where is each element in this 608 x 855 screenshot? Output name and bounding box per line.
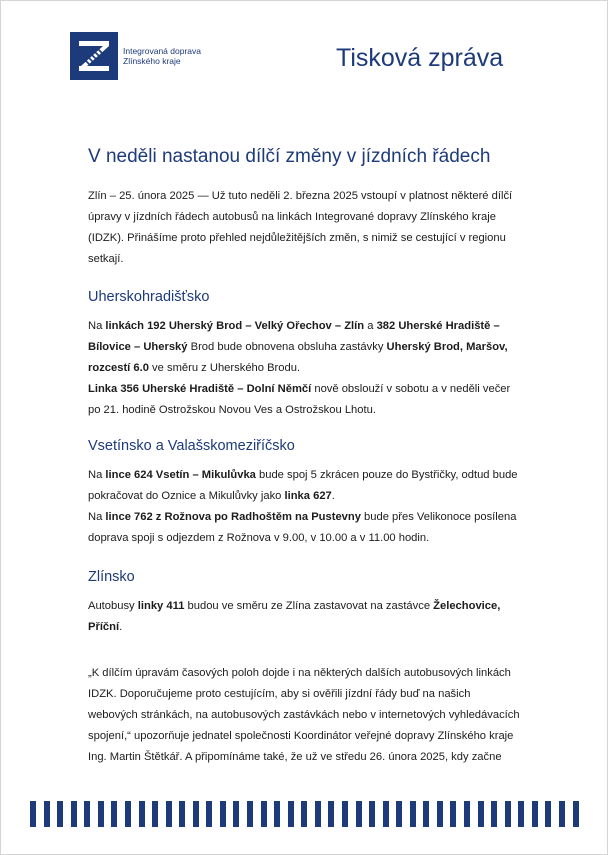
footer-stripe: [139, 801, 145, 827]
footer-stripe: [478, 801, 484, 827]
quote-line: spojení,“ upozorňuje jednatel společnosti Koordinátor veřejné dopravy Zlínského kraje: [88, 730, 514, 742]
intro-line: setkají.: [88, 253, 124, 265]
paragraph-line: Na linkách 192 Uherský Brod – Velký Ořechov – Zlín a 382 Uherské Hradiště –: [88, 320, 500, 332]
quote-line: IDZK. Doporučujeme proto cestujícím, aby si ověřili jízdní řády buď na našich: [88, 688, 471, 700]
page-title: V neděli nastanou dílčí změny v jízdních řádech: [88, 146, 491, 167]
footer-stripe: [166, 801, 172, 827]
section-heading-uherskohradistsko: Uherskohradišťsko: [88, 289, 210, 305]
footer-stripe: [206, 801, 212, 827]
section-heading-vsetinsko: Vsetínsko a Valašskomeziříčsko: [88, 438, 295, 454]
paragraph-line: Na lince 624 Vsetín – Mikulůvka bude spoj 5 zkrácen pouze do Bystřičky, odtud bude: [88, 469, 518, 481]
paragraph-line: Na lince 762 z Rožnova po Radhoštěm na Pustevny bude přes Velikonoce posílena: [88, 511, 517, 523]
footer-stripe: [220, 801, 226, 827]
footer-stripe: [111, 801, 117, 827]
idzk-logo: [70, 32, 201, 80]
footer-stripe: [518, 801, 524, 827]
footer-stripe: [450, 801, 456, 827]
footer-stripe: [179, 801, 185, 827]
footer-stripe: [247, 801, 253, 827]
logo-line-2: Zlínského kraje: [123, 56, 181, 66]
paragraph-line: Bílovice – Uherský Brod bude obnovena obsluha zastávky Uherský Brod, Maršov,: [88, 341, 508, 353]
paragraph-line: Linka 356 Uherské Hradiště – Dolní Němčí nově obslouží v sobotu a v neděli večer: [88, 383, 511, 395]
section-1-paragraph: [88, 316, 528, 421]
footer-stripe: [274, 801, 280, 827]
idzk-logo-mark: [70, 32, 118, 80]
footer-stripe: [301, 801, 307, 827]
footer-stripe: [98, 801, 104, 827]
paragraph-line: rozcestí 6.0 ve směru z Uherského Brodu.: [88, 362, 301, 374]
section-heading-zlinsko: Zlínsko: [88, 569, 135, 585]
document-type-heading: Tisková zpráva: [336, 44, 504, 72]
footer-stripe: [288, 801, 294, 827]
footer-stripe: [559, 801, 565, 827]
footer-stripe: [342, 801, 348, 827]
intro-line: Zlín – 25. února 2025 — Už tuto neděli 2. března 2025 vstoupí v platnost některé dílčí: [88, 190, 513, 202]
footer-stripe: [261, 801, 267, 827]
footer-stripe: [423, 801, 429, 827]
quote-line: webových stránkách, na autobusových zastávkách nebo v internetových vyhledávacích: [88, 709, 520, 721]
footer-stripe: [57, 801, 63, 827]
footer-stripe: [437, 801, 443, 827]
footer-stripe: [491, 801, 497, 827]
intro-line: (IDZK). Přinášíme proto přehled nejdůležitějších změn, s nimiž se cestující v regionu: [88, 232, 506, 244]
footer-stripe: [396, 801, 402, 827]
footer-stripe: [356, 801, 362, 827]
footer-stripe: [71, 801, 77, 827]
footer-stripe: [573, 801, 579, 827]
footer-stripe: [30, 801, 36, 827]
footer-stripe: [328, 801, 334, 827]
footer-stripe: [383, 801, 389, 827]
footer-stripe-decoration: [30, 801, 579, 827]
footer-stripe: [193, 801, 199, 827]
quote-line: Ing. Martin Štětkář. A připomínáme také, že už ve středu 26. února 2025, kdy začne: [88, 751, 502, 763]
footer-stripe: [545, 801, 551, 827]
intro-line: úpravy v jízdních řádech autobusů na linkách Integrované dopravy Zlínského kraje: [88, 211, 496, 223]
footer-stripe: [505, 801, 511, 827]
paragraph-line: Příční.: [88, 621, 123, 633]
paragraph-line: po 21. hodině Ostrožskou Novou Ves a Ostrožskou Lhotu.: [88, 404, 376, 416]
footer-stripe: [369, 801, 375, 827]
footer-stripe: [152, 801, 158, 827]
paragraph-line: pokračovat do Oznice a Mikulůvky jako linka 627.: [88, 490, 335, 502]
section-2-paragraph: [88, 465, 528, 549]
quote-line: „K dílčím úpravám časových poloh dojde i na některých dalších autobusových linkách: [88, 667, 511, 679]
paragraph-line: doprava spoji s odjezdem z Rožnova v 9.00, v 10.00 a v 11.00 hodin.: [88, 532, 430, 544]
intro-paragraph: [88, 186, 528, 270]
footer-stripe: [84, 801, 90, 827]
logo-text: [123, 46, 201, 66]
section-3-paragraph: [88, 596, 528, 638]
footer-stripe: [410, 801, 416, 827]
footer-stripe: [464, 801, 470, 827]
logo-line-1: Integrovaná doprava: [123, 46, 201, 56]
footer-stripe: [233, 801, 239, 827]
footer-stripe: [125, 801, 131, 827]
footer-stripe: [44, 801, 50, 827]
quote-paragraph: [88, 663, 528, 768]
footer-stripe: [315, 801, 321, 827]
footer-stripe: [532, 801, 538, 827]
paragraph-line: Autobusy linky 411 budou ve směru ze Zlína zastavovat na zastávce Želechovice,: [88, 600, 501, 612]
